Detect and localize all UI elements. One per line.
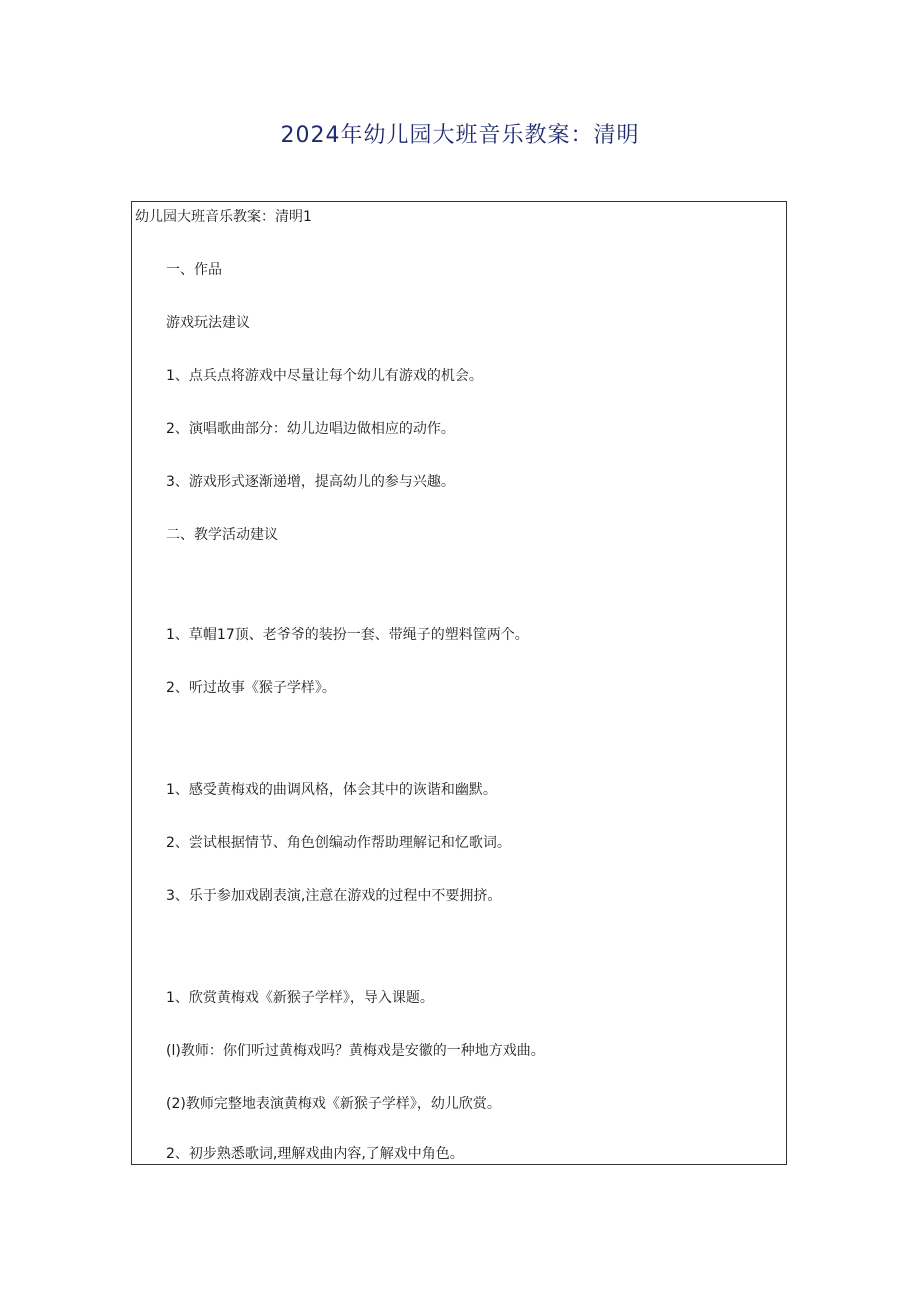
document-title: 2024年幼儿园大班音乐教案：清明 [280, 123, 640, 148]
paragraph: 1、草帽17顶、老爷爷的装扮一套、带绳子的塑料筐两个。 [166, 627, 529, 643]
paragraph: 1、点兵点将游戏中尽量让每个幼儿有游戏的机会。 [166, 368, 483, 384]
paragraph: 游戏玩法建议 [166, 315, 250, 331]
content-box [131, 201, 787, 1165]
paragraph: 2、听过故事《猴子学样》。 [166, 680, 336, 696]
paragraph: 3、游戏形式逐渐递增，提高幼儿的参与兴趣。 [166, 474, 455, 490]
paragraph: 1、欣赏黄梅戏《新猴子学样》，导入课题。 [166, 990, 434, 1006]
paragraph: 1、感受黄梅戏的曲调风格，体会其中的诙谐和幽默。 [166, 782, 497, 798]
paragraph: 二、教学活动建议 [166, 527, 278, 543]
section-heading: 幼儿园大班音乐教案：清明1 [135, 209, 312, 225]
paragraph: 2、尝试根据情节、角色创编动作帮助理解记和忆歌词。 [166, 835, 511, 851]
paragraph: 2、演唱歌曲部分：幼儿边唱边做相应的动作。 [166, 421, 455, 437]
paragraph: 3、乐于参加戏剧表演,注意在游戏的过程中不要拥挤。 [166, 888, 502, 904]
paragraph: (2)教师完整地表演黄梅戏《新猴子学样》，幼儿欣赏。 [166, 1096, 501, 1112]
paragraph: 2、初步熟悉歌词,理解戏曲内容,了解戏中角色。 [166, 1146, 464, 1162]
paragraph: (l)教师：你们听过黄梅戏吗？黄梅戏是安徽的一种地方戏曲。 [166, 1043, 545, 1059]
paragraph: 一、作品 [166, 262, 222, 278]
